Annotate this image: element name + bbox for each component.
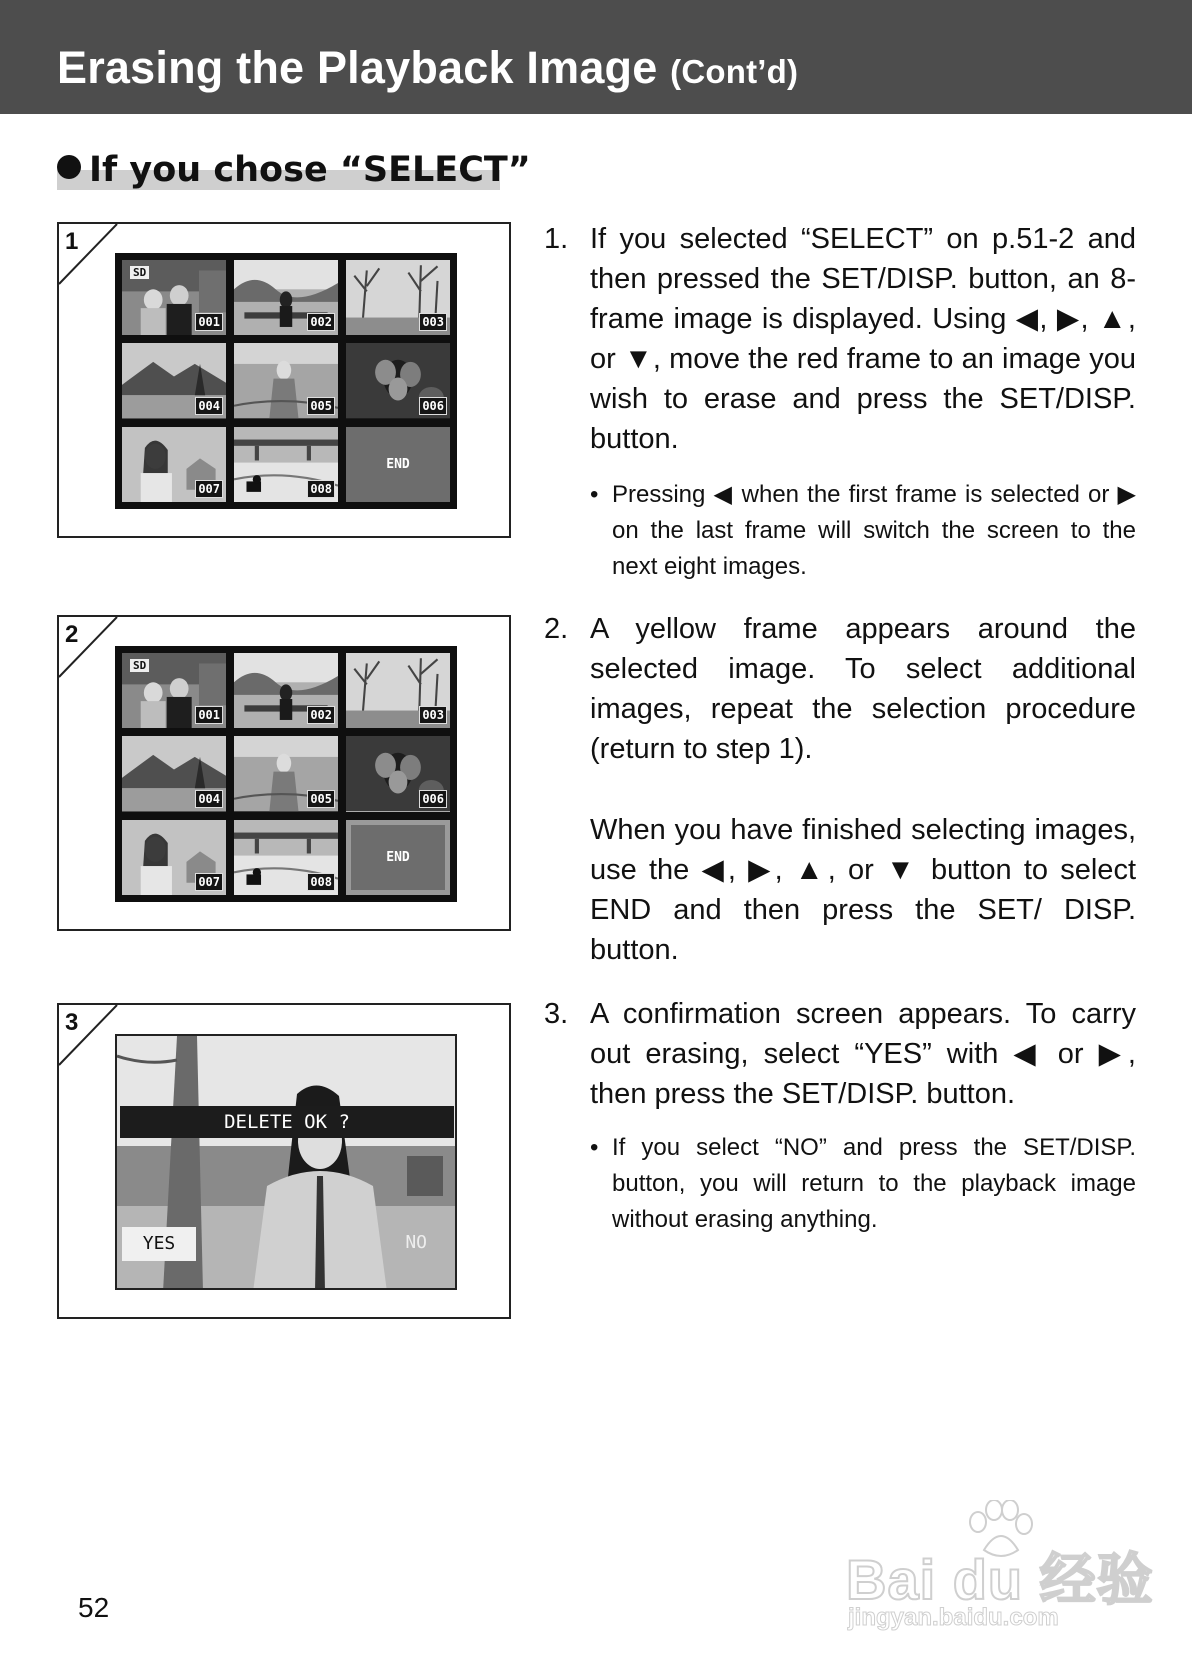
step-1-note bbox=[590, 477, 1136, 585]
step-number: 1. bbox=[544, 223, 569, 255]
thumbnail[interactable] bbox=[122, 427, 226, 502]
page-title-main: Erasing the Playback Image bbox=[57, 42, 658, 93]
thumbnail-grid bbox=[115, 646, 457, 902]
step-text: If you selected “SELECT” on p.51-2 and then pressed the SET/DISP. button, an 8-frame image is displayed. Using ◀, ▶, ▲, or ▼, move the red frame to an image you wish to erase and press the SET/DISP. button. bbox=[590, 223, 1136, 455]
end-box-selected bbox=[346, 820, 450, 895]
thumbnail[interactable] bbox=[122, 820, 226, 895]
thumbnail[interactable] bbox=[122, 736, 226, 811]
thumbnail-selected[interactable] bbox=[346, 736, 450, 811]
no-button[interactable]: NO bbox=[405, 1232, 427, 1253]
figure-3 bbox=[57, 1003, 511, 1319]
thumbnail[interactable] bbox=[346, 653, 450, 728]
thumbnail[interactable] bbox=[234, 653, 338, 728]
frame-number: 007 bbox=[195, 480, 223, 498]
end-label: END bbox=[386, 456, 410, 472]
end-label: END bbox=[386, 849, 410, 865]
frame-number: 006 bbox=[419, 790, 447, 808]
bullet-icon bbox=[57, 155, 81, 179]
page-number: 52 bbox=[78, 1592, 110, 1623]
thumbnail[interactable] bbox=[122, 653, 226, 728]
frame-number: 007 bbox=[195, 873, 223, 891]
page-title bbox=[57, 42, 798, 94]
frame-number: 003 bbox=[419, 313, 447, 331]
sd-badge: SD bbox=[130, 659, 149, 672]
frame-number: 003 bbox=[419, 706, 447, 724]
frame-number: 004 bbox=[195, 790, 223, 808]
section-heading-label: If you chose “SELECT” bbox=[89, 150, 531, 190]
frame-number: 004 bbox=[195, 397, 223, 415]
thumbnail[interactable] bbox=[122, 343, 226, 418]
thumbnail[interactable] bbox=[346, 260, 450, 335]
step-text: A confirmation screen appears. To carry out erasing, select “YES” with ◀ or ▶, then press the SET/DISP. button. bbox=[590, 998, 1136, 1110]
step-number: 3. bbox=[544, 998, 569, 1030]
figure-number: 1 bbox=[65, 228, 79, 255]
frame-number: 002 bbox=[307, 706, 335, 724]
figure-number: 2 bbox=[65, 621, 79, 648]
thumbnail-grid bbox=[115, 253, 457, 509]
bullet-dot: • bbox=[590, 481, 599, 508]
frame-number: 006 bbox=[419, 397, 447, 415]
page-title-subtitle: (Cont’d) bbox=[670, 53, 799, 90]
step-text-2: When you have finished selecting images, use the ◀, ▶, ▲, or ▼ button to select END and then press the SET/ DISP. button. bbox=[590, 814, 1136, 966]
end-option[interactable] bbox=[346, 427, 450, 502]
bullet-dot: • bbox=[590, 1134, 599, 1161]
step-3-note bbox=[590, 1130, 1136, 1238]
thumbnail[interactable] bbox=[234, 427, 338, 502]
thumbnail[interactable] bbox=[234, 260, 338, 335]
note-text: Pressing ◀ when the first frame is selected or ▶ on the last frame will switch the screen to the next eight images. bbox=[612, 481, 1136, 580]
figure-number: 3 bbox=[65, 1009, 79, 1036]
thumbnail[interactable] bbox=[346, 343, 450, 418]
frame-number: 001 bbox=[195, 706, 223, 724]
watermark-url: jingyan.baidu.com bbox=[848, 1604, 1059, 1631]
watermark-brand: Bai du 经验 bbox=[846, 1548, 1154, 1611]
thumbnail[interactable] bbox=[234, 736, 338, 811]
frame-number: 005 bbox=[307, 790, 335, 808]
frame-number: 008 bbox=[307, 873, 335, 891]
thumbnail[interactable] bbox=[234, 343, 338, 418]
frame-number: 008 bbox=[307, 480, 335, 498]
frame-number: 001 bbox=[195, 313, 223, 331]
step-number: 2. bbox=[544, 613, 569, 645]
watermark bbox=[846, 1500, 1154, 1631]
confirm-message: DELETE OK ? bbox=[120, 1106, 454, 1138]
note-text: If you select “NO” and press the SET/DISP. button, you will return to the playback image without erasing anything. bbox=[612, 1134, 1136, 1233]
end-box bbox=[346, 427, 450, 502]
section-heading-text bbox=[57, 150, 531, 190]
frame-number: 002 bbox=[307, 313, 335, 331]
confirm-screen bbox=[115, 1034, 457, 1290]
thumbnail[interactable] bbox=[234, 820, 338, 895]
thumbnail[interactable] bbox=[122, 260, 226, 335]
sd-badge: SD bbox=[130, 266, 149, 279]
figure-1 bbox=[57, 222, 511, 538]
figure-2 bbox=[57, 615, 511, 931]
yes-button[interactable]: YES bbox=[122, 1227, 196, 1261]
section-heading bbox=[57, 150, 531, 190]
end-option[interactable] bbox=[346, 820, 450, 895]
frame-number: 005 bbox=[307, 397, 335, 415]
page-header bbox=[0, 0, 1192, 114]
step-text: A yellow frame appears around the selected image. To select additional images, repeat the selection procedure (return to step 1). bbox=[590, 613, 1136, 765]
